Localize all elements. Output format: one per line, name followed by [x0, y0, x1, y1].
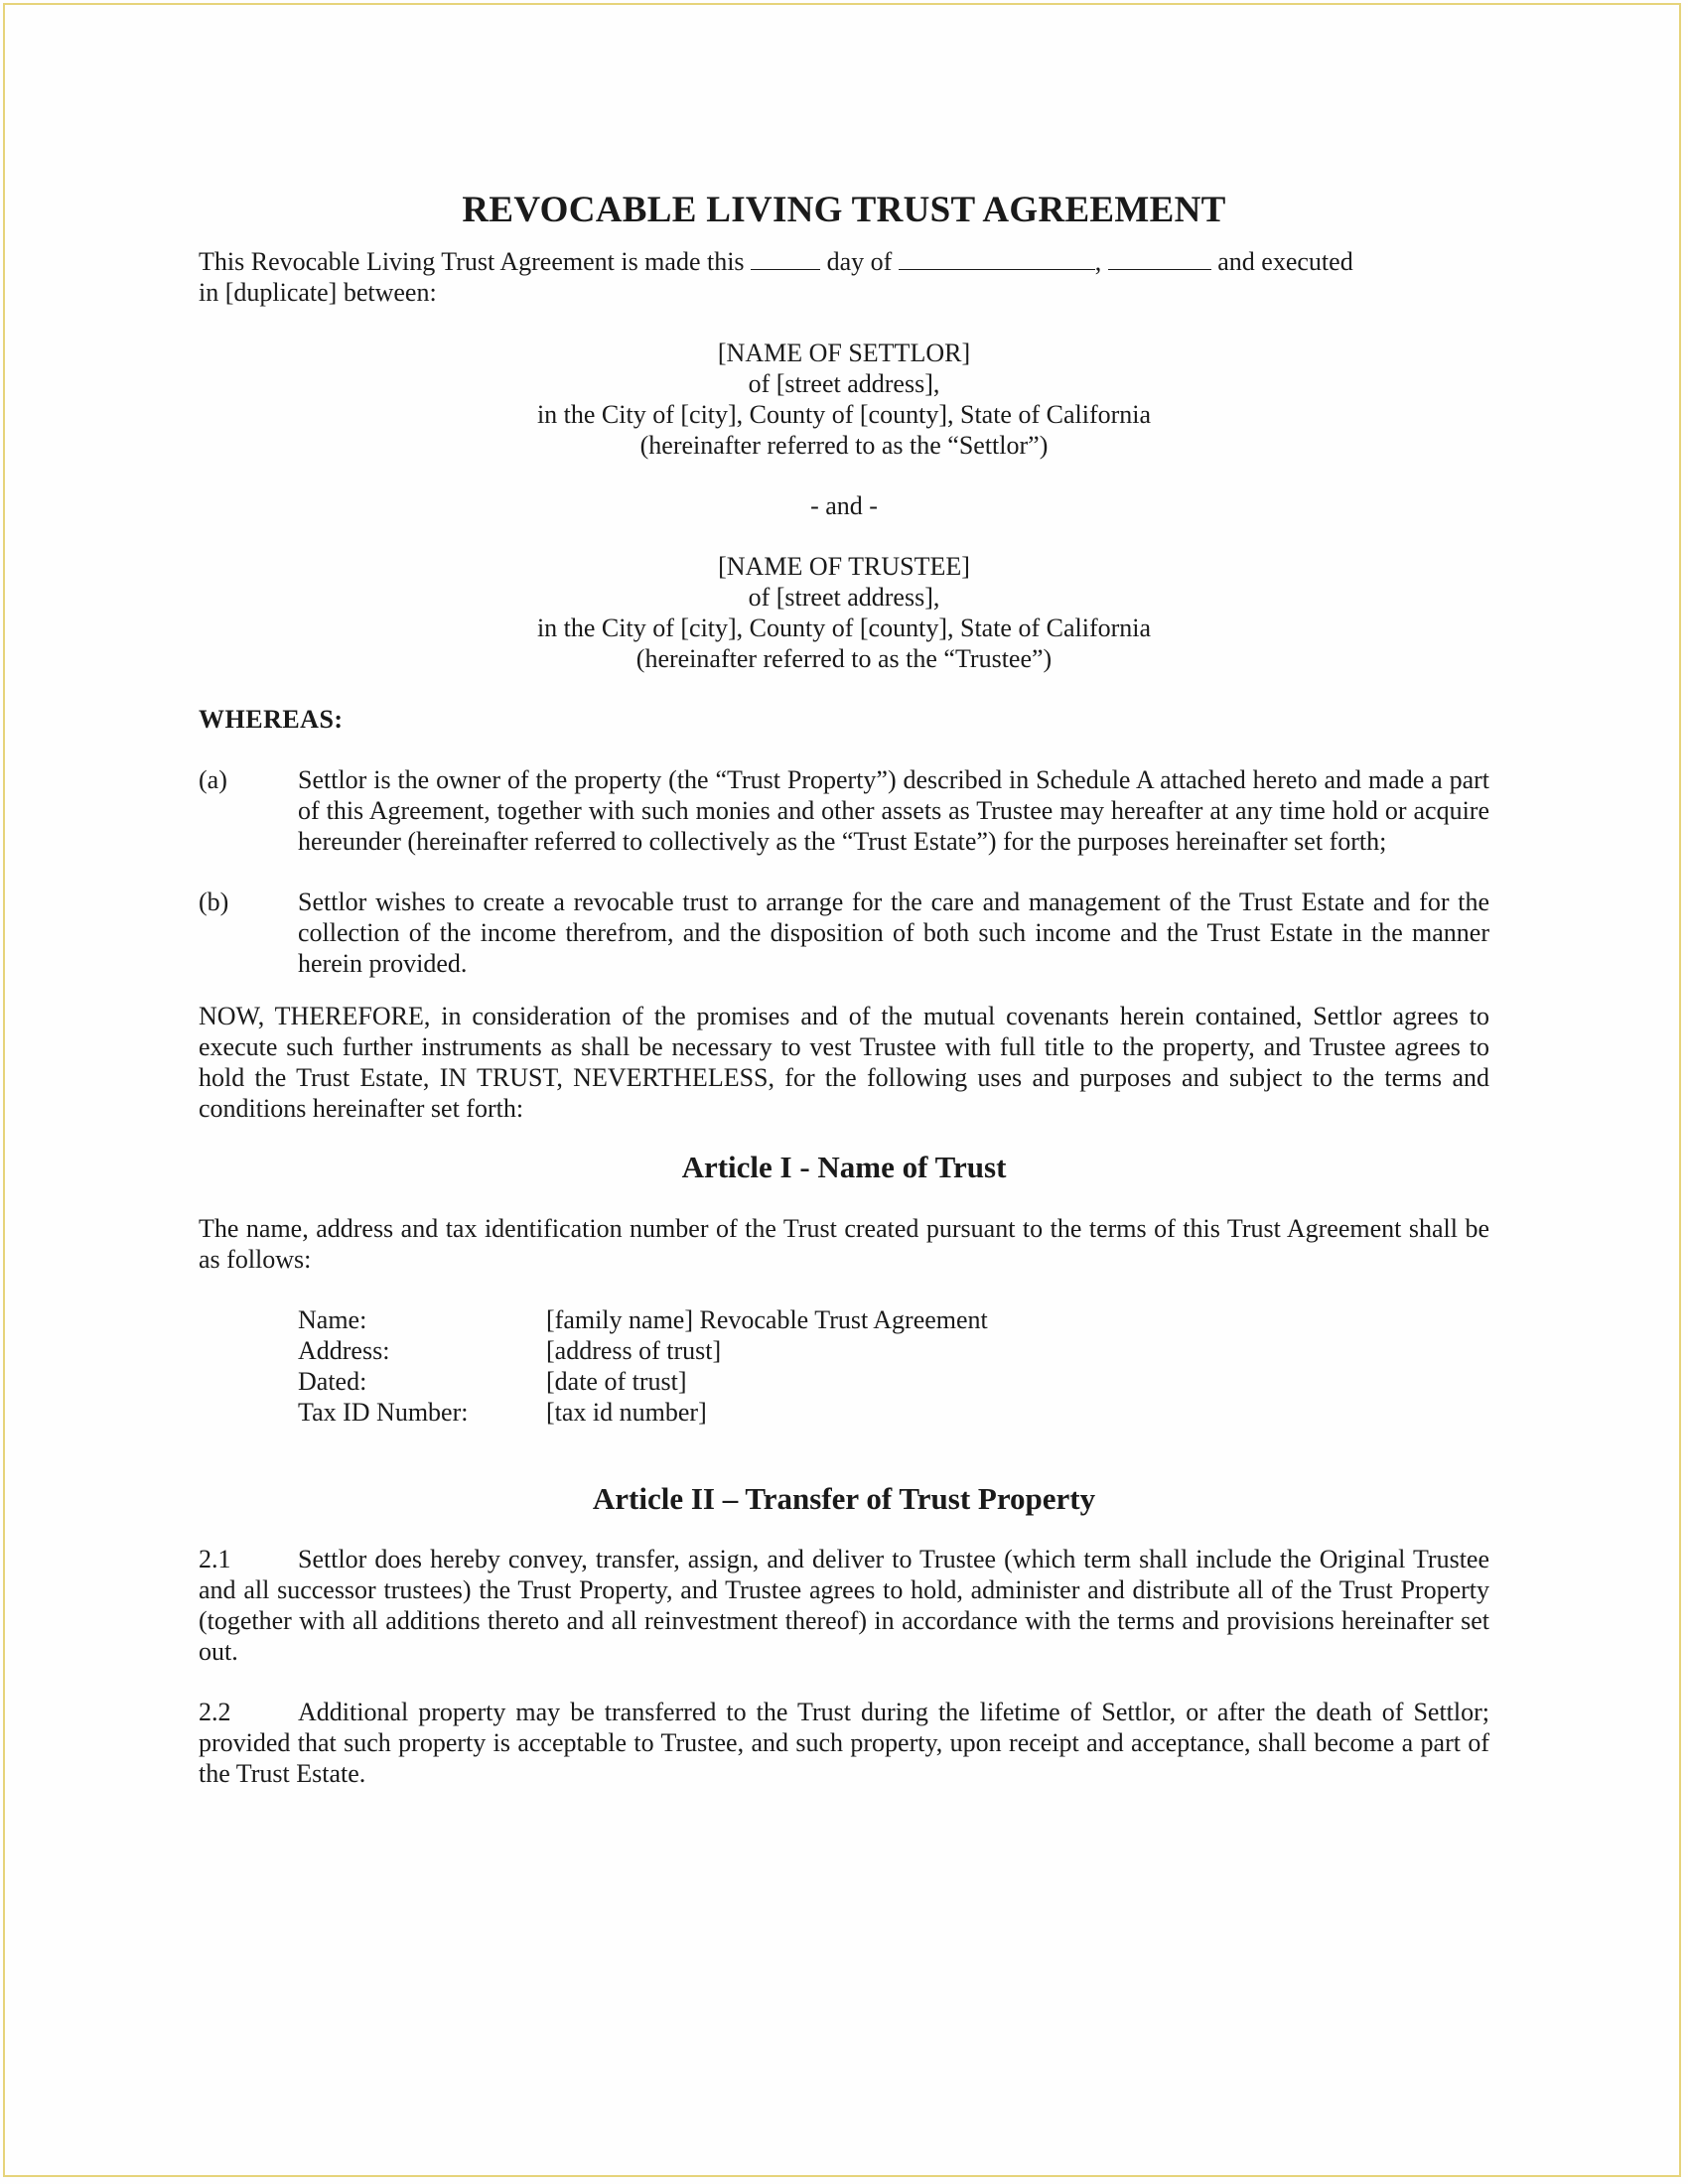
intro-paragraph [199, 246, 1489, 308]
whereas-clause-b [199, 887, 1489, 979]
trustee-address: of [street address], [748, 583, 940, 612]
document-body [199, 189, 1489, 1789]
settlor-city: in the City of [city], County of [county], State of California [536, 400, 1152, 429]
section-text: Settlor does hereby convey, transfer, assign, and deliver to Trustee (which term shall include the Original Trustee and all successor trustees) the Trust Property, and Trustee agrees to hold, administer and distribute all of the Trust Property (together with all additions thereto and all reinvestment thereof) in accordance with the terms and provisions hereinafter set out. [199, 1545, 1489, 1667]
detail-value: [address of trust] [546, 1335, 722, 1365]
section-2-1 [199, 1544, 1489, 1667]
settlor-name: [NAME OF SETTLOR] [717, 339, 971, 367]
whereas-heading: WHEREAS: [199, 705, 344, 734]
settlor-address: of [street address], [748, 369, 940, 398]
trustee-name: [NAME OF TRUSTEE] [718, 552, 970, 581]
section-text: Additional property may be transferred to the Trust during the lifetime of Settlor, or after the death of Settlor; provided that such property is acceptable to Trustee, and such property, upon receipt and acceptance, shall become a part of the Trust Estate. [199, 1698, 1489, 1789]
detail-label: Tax ID Number: [298, 1397, 469, 1427]
detail-row-address [298, 1335, 1489, 1366]
trustee-city: in the City of [city], County of [county], State of California [536, 614, 1152, 642]
detail-row-dated [298, 1366, 1489, 1397]
trustee-reference: (hereinafter referred to as the “Trustee”) [635, 644, 1053, 673]
article-1-intro: The name, address and tax identification number of the Trust created pursuant to the terms of this Trust Agreement shall be as follows: [199, 1213, 1489, 1274]
settlor-reference: (hereinafter referred to as the “Settlor”) [639, 431, 1049, 460]
clause-label: (b) [199, 887, 229, 916]
article-2-heading: Article II – Transfer of Trust Property [592, 1480, 1096, 1516]
intro-text-3: , [1094, 247, 1102, 276]
section-number: 2.1 [199, 1545, 231, 1574]
detail-value: [tax id number] [546, 1397, 707, 1427]
intro-text-2: day of [826, 247, 893, 276]
detail-label: Dated: [298, 1366, 367, 1396]
detail-value: [family name] Revocable Trust Agreement [546, 1304, 988, 1334]
clause-label: (a) [199, 765, 227, 794]
article-1-heading: Article I - Name of Trust [681, 1150, 1007, 1184]
clause-text: Settlor is the owner of the property (the “Trust Property”) described in Schedule A attached hereto and made a part of this Agreement, together with such monies and other assets as Trustee may hereafter at any time hold or acquire hereunder (hereinafter referred to collectively as the “Trust Estate”) for the purposes hereinafter set forth; [298, 765, 1489, 856]
section-number: 2.2 [199, 1698, 231, 1727]
section-2-2 [199, 1697, 1489, 1789]
trustee-block [199, 551, 1489, 674]
settlor-block [199, 338, 1489, 461]
detail-label: Address: [298, 1335, 390, 1365]
detail-label: Name: [298, 1304, 367, 1334]
intro-text-4: and executed [1217, 247, 1353, 276]
document-title: REVOCABLE LIVING TRUST AGREEMENT [462, 190, 1226, 230]
trust-details-table [298, 1304, 1489, 1428]
year-blank [1108, 247, 1211, 270]
month-blank [899, 247, 1095, 270]
intro-text-line2: in [duplicate] between: [199, 278, 437, 307]
whereas-clause-a [199, 764, 1489, 857]
day-blank [751, 247, 820, 270]
party-separator: - and - [810, 491, 878, 520]
detail-row-name [298, 1304, 1489, 1335]
detail-row-tax-id [298, 1397, 1489, 1428]
intro-text-1: This Revocable Living Trust Agreement is made this [199, 247, 745, 276]
detail-value: [date of trust] [546, 1366, 687, 1396]
now-therefore-paragraph: NOW, THEREFORE, in consideration of the promises and of the mutual covenants herein contained, Settlor agrees to execute such further instruments as shall be necessary to vest Trustee with full title to the property, and Trustee agrees to hold the Trust Estate, IN TRUST, NEVERTHELESS, for the following uses and purposes and subject to the terms and conditions hereinafter set forth: [199, 1002, 1489, 1123]
clause-text: Settlor wishes to create a revocable trust to arrange for the care and management of the Trust Estate and for the collection of the income therefrom, and the disposition of both such income and the Trust Estate in the manner herein provided. [298, 887, 1489, 978]
